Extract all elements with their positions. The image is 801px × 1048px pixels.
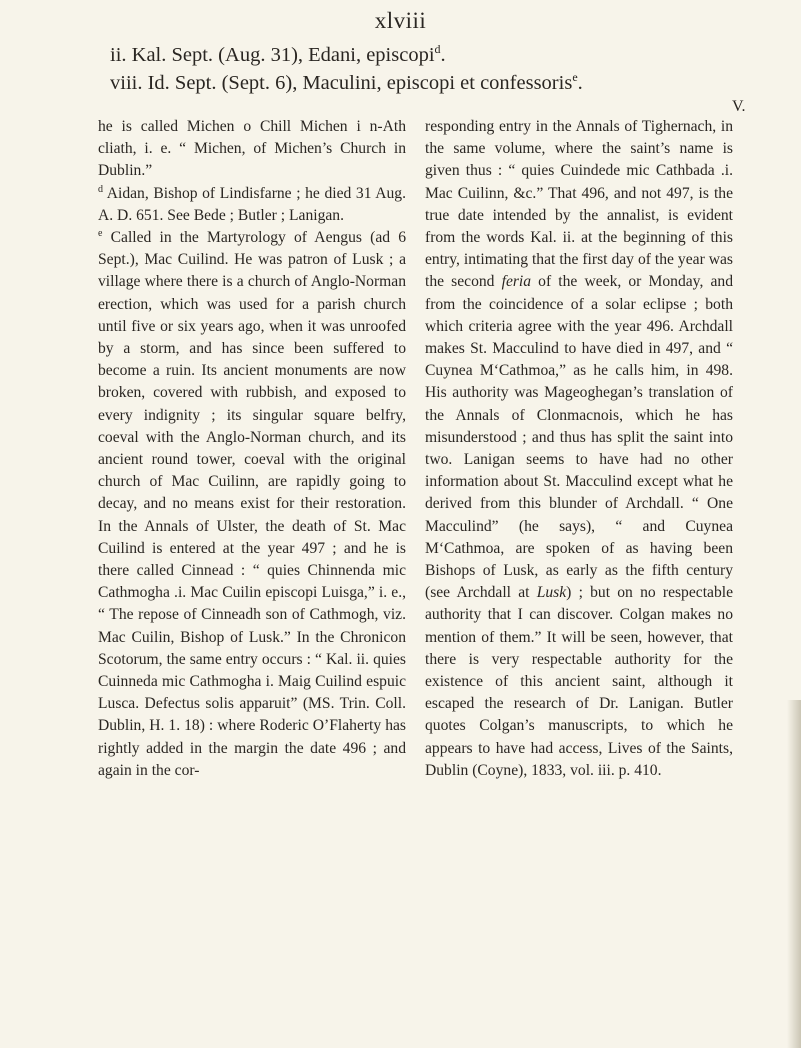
column-marker: V. [732,98,746,115]
calendar-entry-text: ii. Kal. Sept. (Aug. 31), Edani, episcopi [110,44,435,66]
footnote-text: responding entry in the Annals of Tighernach, in the same volume, where the saint’s name is given thus : “ quies Cuindede mic Cathbada .i. Mac Cuilinn, &c.” That 496, and not 497, is the true date intended by the annalist, is evident from the words Kal. ii. at the beginning of this entry, intimating that the first day of the year was the second [425,118,733,291]
italic-term: Lusk [536,584,567,602]
footnote-d [98,183,406,227]
page-number: xlviii [374,8,427,33]
footnote-e [98,227,406,782]
page-edge-shadow [787,700,801,1048]
calendar-entry-edani [110,42,750,68]
footnote-text: of the week, or Monday, and from the coincidence of a solar eclipse ; both which criteria agree with the year 496. Archdall makes St. Macculind to have died in 497, and “ Cuynea M‘Cathmoa,” as he calls him, in 498. His authority was Mageoghegan’s translation of the Annals of Clonmacnois, which he has misunderstood ; and thus has split the saint into two. Lanigan seems to have had no other information about St. Macculind except what he derived from this blunder of Archdall. “ One Macculind” (he says), “ and Cuynea M‘Cathmoa, are spoken of as having been Bishops of Lusk, as early as the fifth century (see Archdall at [425,273,733,602]
calendar-entry-maculini [110,70,750,96]
footnote-marker: e [98,227,103,239]
calendar-entry-punct: . [577,72,583,94]
footnote-continuation: he is called Michen o Chill Michen i n-Ath cliath, i. e. “ Michen, of Michen’s Church in Dublin.” [98,118,406,180]
footnotes-left-column [98,116,406,782]
footnote-text: Aidan, Bishop of Lindisfarne ; he died 31 Aug. A. D. 651. See Bede ; Butler ; Lanigan. [98,184,406,224]
footnote-e-continued [425,116,733,782]
italic-term: feria [501,273,532,291]
calendar-entry-text: viii. Id. Sept. (Sept. 6), Maculini, episcopi et confessoris [110,72,573,94]
footnote-ref[interactable]: e [572,70,578,85]
footnote-text: Called in the Martyrology of Aengus (ad 6 Sept.), Mac Cuilind. He was patron of Lusk ; a village where there is a church of Anglo-Norman erection, which was used for a parish church until five or six years ago, when it was unroofed by a storm, and has since been suffered to become a ruin. Its ancient monuments are now broken, covered with rubbish, and exposed to every indignity ; its singular square belfry, coeval with the Anglo-Norman church, and its ancient round tower, coeval with the original church of Mac Cuilinn, are rapidly going to decay, and no means exist for their restoration. In the Annals of Ulster, the death of St. Mac Cuilind is entered at the year 497 ; and he is there called Cinnead : “ quies Chinnenda mic Cathmogha .i. Mac Cuilin episcopi Luisga,” i. e., “ The repose of Cinneadh son of Cathmogh, viz. Mac Cuilin, Bishop of Lusk.” In the Chronicon Scotorum, the same entry occurs : “ Kal. ii. quies Cuinneda mic Cathmogha i. Maig Cuilind espuic Lusca. Defectus solis apparuit” (MS. Trin. Coll. Dublin, H. 1. 18) : where Roderic O’Flaherty has rightly added in the margin the date 496 ; and again in the cor- [98,229,406,779]
footnote-ref[interactable]: d [434,42,441,57]
footnote-text: ) ; but on no respectable authority that I can discover. Colgan makes no mention of them.” It will be seen, however, that there is very respectable authority for the existence of this ancient saint, although it escaped the research of Dr. Lanigan. Butler quotes Colgan’s manuscripts, to which he appears to have had access, Lives of the Saints, Dublin (Coyne), 1833, vol. iii. p. 410. [425,584,734,779]
footnotes-right-column [425,116,733,782]
calendar-entry-punct: . [440,44,446,66]
footnote-marker: d [98,183,103,195]
